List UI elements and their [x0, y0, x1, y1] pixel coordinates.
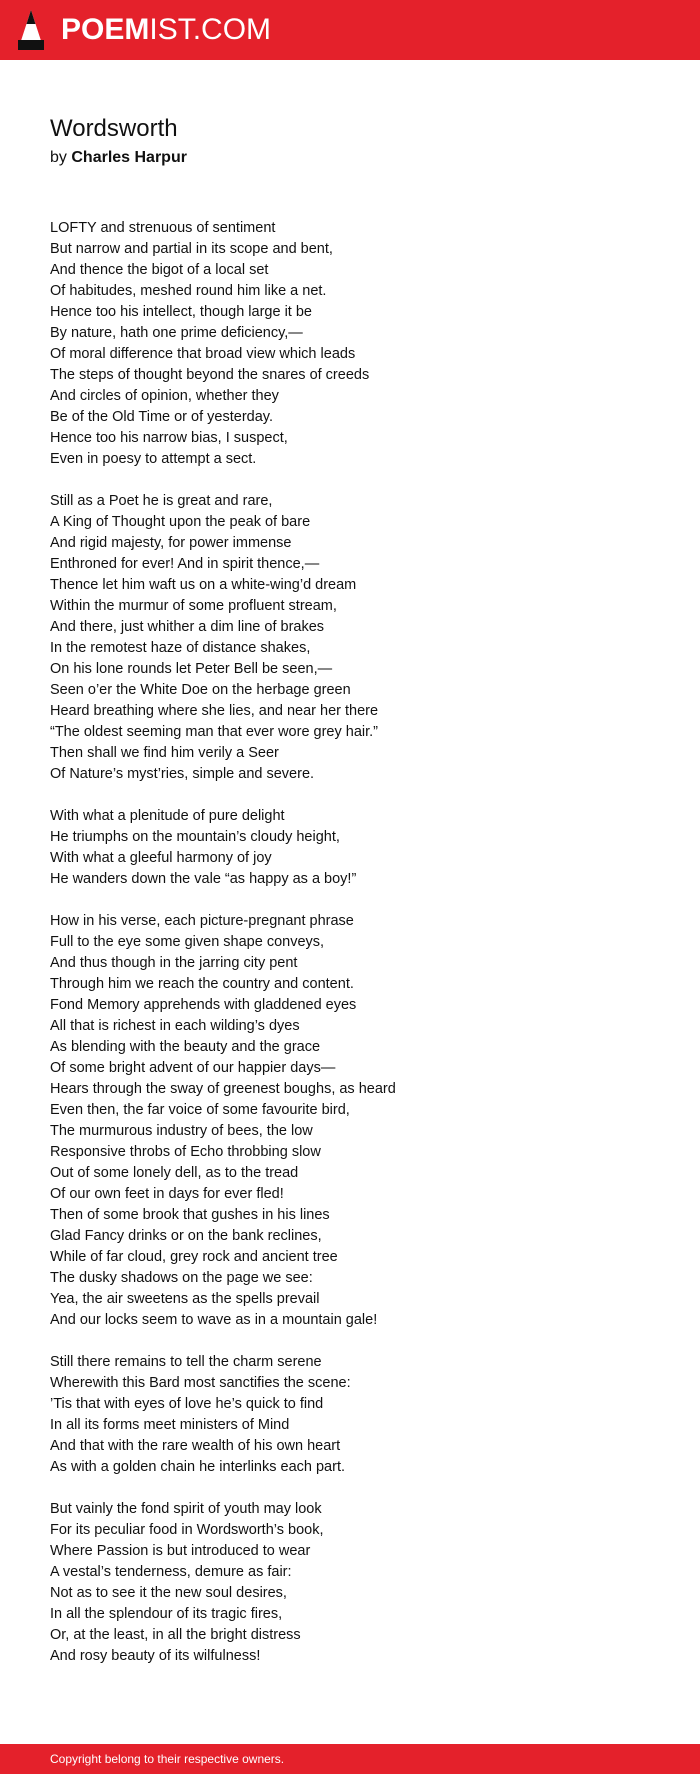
poem-line: LOFTY and strenuous of sentiment	[50, 220, 276, 236]
poem-line: A King of Thought upon the peak of bare	[50, 514, 311, 530]
poem-line: By nature, hath one prime deficiency,—	[50, 325, 303, 341]
poem-line: In the remotest haze of distance shakes,	[50, 640, 311, 656]
poem-line: Wherewith this Bard most sanctifies the scene:	[50, 1375, 351, 1391]
poem-line: And that with the rare wealth of his own heart	[50, 1438, 341, 1454]
stanza	[50, 1352, 650, 1478]
poem-body	[50, 218, 650, 1688]
poem-line: Then shall we find him verily a Seer	[50, 745, 279, 761]
poem-line: Enthroned for ever! And in spirit thence,—	[50, 556, 320, 572]
poem-line: Yea, the air sweetens as the spells prevail	[50, 1291, 320, 1307]
poem-line: Even in poesy to attempt a sect.	[50, 451, 257, 467]
by-label: by	[50, 149, 67, 166]
poem-line: He wanders down the vale “as happy as a boy!”	[50, 871, 357, 887]
poem-line: How in his verse, each picture-pregnant phrase	[50, 913, 354, 929]
stanza	[50, 806, 650, 890]
poem-line: And thus though in the jarring city pent	[50, 955, 298, 971]
poem-line: With what a gleeful harmony of joy	[50, 850, 272, 866]
logo-strong-text: POEM	[61, 13, 150, 46]
poem-line: But vainly the fond spirit of youth may look	[50, 1501, 322, 1517]
byline	[50, 147, 187, 169]
poem-line: For its peculiar food in Wordsworth’s book,	[50, 1522, 324, 1538]
poem-line: Of Nature’s myst’ries, simple and severe.	[50, 766, 315, 782]
copyright-text: Copyright belong to their respective owners.	[50, 1752, 285, 1766]
poem-line: Even then, the far voice of some favourite bird,	[50, 1102, 350, 1118]
poem-line: Not as to see it the new soul desires,	[50, 1585, 287, 1601]
poem-line: A vestal’s tenderness, demure as fair:	[50, 1564, 292, 1580]
poem-line: The dusky shadows on the page we see:	[50, 1270, 313, 1286]
poem-line: And circles of opinion, whether they	[50, 388, 279, 404]
site-logo[interactable]	[61, 13, 271, 47]
poem-line: Hence too his narrow bias, I suspect,	[50, 430, 288, 446]
author-name[interactable]: Charles Harpur	[71, 149, 187, 166]
poem-line: Where Passion is but introduced to wear	[50, 1543, 311, 1559]
poem-line: On his lone rounds let Peter Bell be seen,—	[50, 661, 333, 677]
stanza	[50, 491, 650, 785]
poem-line: Of our own feet in days for ever fled!	[50, 1186, 284, 1202]
poem-line: And there, just whither a dim line of brakes	[50, 619, 325, 635]
poem-line: Or, at the least, in all the bright distress	[50, 1627, 301, 1643]
poem-line: And rosy beauty of its wilfulness!	[50, 1648, 261, 1664]
logo-light-text: IST.COM	[149, 13, 272, 46]
site-footer	[0, 1744, 700, 1774]
poem-line: Out of some lonely dell, as to the tread	[50, 1165, 299, 1181]
poem-line: With what a plenitude of pure delight	[50, 808, 285, 824]
poem-line: Still as a Poet he is great and rare,	[50, 493, 273, 509]
poem-line: And rigid majesty, for power immense	[50, 535, 292, 551]
poem-line: While of far cloud, grey rock and ancient tree	[50, 1249, 338, 1265]
pencil-tip-icon[interactable]	[18, 10, 44, 50]
poem-title: Wordsworth	[50, 115, 178, 142]
poem-line: Hence too his intellect, though large it be	[50, 304, 312, 320]
poem-line: Then of some brook that gushes in his lines	[50, 1207, 330, 1223]
poem-line: In all the splendour of its tragic fires,	[50, 1606, 283, 1622]
poem-line: The murmurous industry of bees, the low	[50, 1123, 313, 1139]
stanza	[50, 1499, 650, 1667]
poem-line: Hears through the sway of greenest boughs, as heard	[50, 1081, 396, 1097]
poem-line: Of moral difference that broad view which leads	[50, 346, 356, 362]
poem-line: ’Tis that with eyes of love he’s quick to find	[50, 1396, 324, 1412]
poem-line: Of habitudes, meshed round him like a net.	[50, 283, 327, 299]
poem-line: Through him we reach the country and content.	[50, 976, 354, 992]
poem-line: Fond Memory apprehends with gladdened eyes	[50, 997, 357, 1013]
poem-line: Of some bright advent of our happier days—	[50, 1060, 336, 1076]
poem-line: Be of the Old Time or of yesterday.	[50, 409, 273, 425]
poem-line: But narrow and partial in its scope and bent,	[50, 241, 333, 257]
poem-line: Full to the eye some given shape conveys,	[50, 934, 325, 950]
poem-line: Thence let him waft us on a white-wing’d dream	[50, 577, 357, 593]
poem-line: He triumphs on the mountain’s cloudy height,	[50, 829, 340, 845]
poem-line: Responsive throbs of Echo throbbing slow	[50, 1144, 321, 1160]
poem-line: As with a golden chain he interlinks each part.	[50, 1459, 346, 1475]
poem-line: And thence the bigot of a local set	[50, 262, 269, 278]
poem-line: Glad Fancy drinks or on the bank reclines,	[50, 1228, 322, 1244]
poem-line: Seen o’er the White Doe on the herbage green	[50, 682, 351, 698]
stanza	[50, 911, 650, 1331]
stanza	[50, 218, 650, 470]
poem-line: Still there remains to tell the charm serene	[50, 1354, 322, 1370]
poem-line: All that is richest in each wilding’s dyes	[50, 1018, 300, 1034]
site-header	[0, 0, 700, 60]
poem-line: The steps of thought beyond the snares of creeds	[50, 367, 370, 383]
poem-line: Heard breathing where she lies, and near her there	[50, 703, 379, 719]
poem-line: And our locks seem to wave as in a mountain gale!	[50, 1312, 378, 1328]
poem-line: Within the murmur of some profluent stream,	[50, 598, 337, 614]
poem-line: As blending with the beauty and the grace	[50, 1039, 321, 1055]
poem-line: In all its forms meet ministers of Mind	[50, 1417, 290, 1433]
poem-line: “The oldest seeming man that ever wore grey hair.”	[50, 724, 379, 740]
